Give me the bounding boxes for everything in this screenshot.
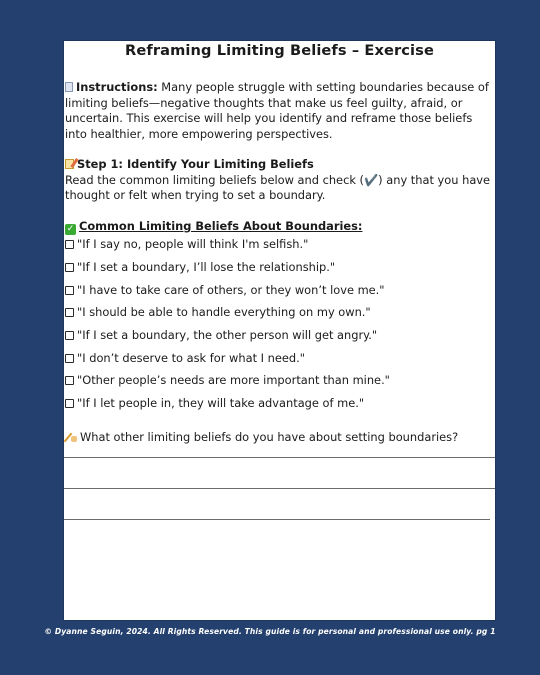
belief-text: "If I say no, people will think I'm selfish." xyxy=(77,237,309,251)
memo-icon xyxy=(65,159,74,169)
step1-heading: Step 1: Identify Your Limiting Beliefs xyxy=(77,157,314,171)
page-title: Reframing Limiting Beliefs – Exercise xyxy=(125,42,434,59)
belief-item[interactable] xyxy=(65,305,371,319)
question-text: What other limiting beliefs do you have about setting boundaries? xyxy=(80,430,459,444)
belief-checkbox[interactable] xyxy=(65,376,74,385)
document-icon xyxy=(65,82,73,92)
beliefs-heading: Common Limiting Beliefs About Boundaries: xyxy=(79,219,363,233)
instructions-paragraph xyxy=(65,80,493,142)
copyright-footer: © Dyanne Seguin, 2024. All Rights Reserved. This guide is for personal and professional use only. pg 1 xyxy=(44,627,496,636)
belief-text: "I have to take care of others, or they won’t love me." xyxy=(77,283,385,297)
instructions-label: Instructions: xyxy=(76,80,158,94)
belief-text: "Other people’s needs are more important than mine." xyxy=(77,373,390,387)
writing-hand-icon xyxy=(65,431,77,442)
belief-checkbox[interactable] xyxy=(65,331,74,340)
green-check-icon: ✓ xyxy=(66,224,75,234)
step1-text: Read the common limiting beliefs below and check (✔️) any that you have thought or felt when trying to set a boundary. xyxy=(65,172,491,202)
belief-checkbox[interactable] xyxy=(65,240,74,249)
belief-item[interactable] xyxy=(65,396,364,410)
belief-checkbox[interactable] xyxy=(65,308,74,317)
answer-line[interactable] xyxy=(64,457,495,458)
belief-item[interactable] xyxy=(65,283,385,297)
belief-checkbox[interactable] xyxy=(65,286,74,295)
answer-line[interactable] xyxy=(64,488,495,489)
belief-checkbox[interactable] xyxy=(65,399,74,408)
belief-text: "I don’t deserve to ask for what I need." xyxy=(77,351,305,365)
answer-line[interactable] xyxy=(64,519,490,520)
belief-checkbox[interactable] xyxy=(65,263,74,272)
worksheet-page xyxy=(63,40,496,621)
beliefs-heading-row xyxy=(65,219,493,235)
belief-item[interactable] xyxy=(65,328,377,342)
belief-item[interactable] xyxy=(65,373,390,387)
belief-text: "If I set a boundary, the other person will get angry." xyxy=(77,328,378,342)
belief-checkbox[interactable] xyxy=(65,354,74,363)
belief-item[interactable] xyxy=(65,260,335,274)
belief-text: "If I let people in, they will take advantage of me." xyxy=(77,396,365,410)
belief-text: "I should be able to handle everything on my own." xyxy=(77,305,371,319)
question-row xyxy=(65,430,493,446)
instructions-text: Many people struggle with setting boundaries because of limiting beliefs—negative thoughts that make us feel guilty, afraid, or uncertain. This exercise will help you identify and reframe those beliefs into healthier, more empowering perspectives. xyxy=(65,80,489,141)
step1-section xyxy=(65,157,493,204)
belief-item[interactable] xyxy=(65,351,305,365)
belief-item[interactable] xyxy=(65,237,308,251)
belief-text: "If I set a boundary, I’ll lose the relationship." xyxy=(77,260,336,274)
